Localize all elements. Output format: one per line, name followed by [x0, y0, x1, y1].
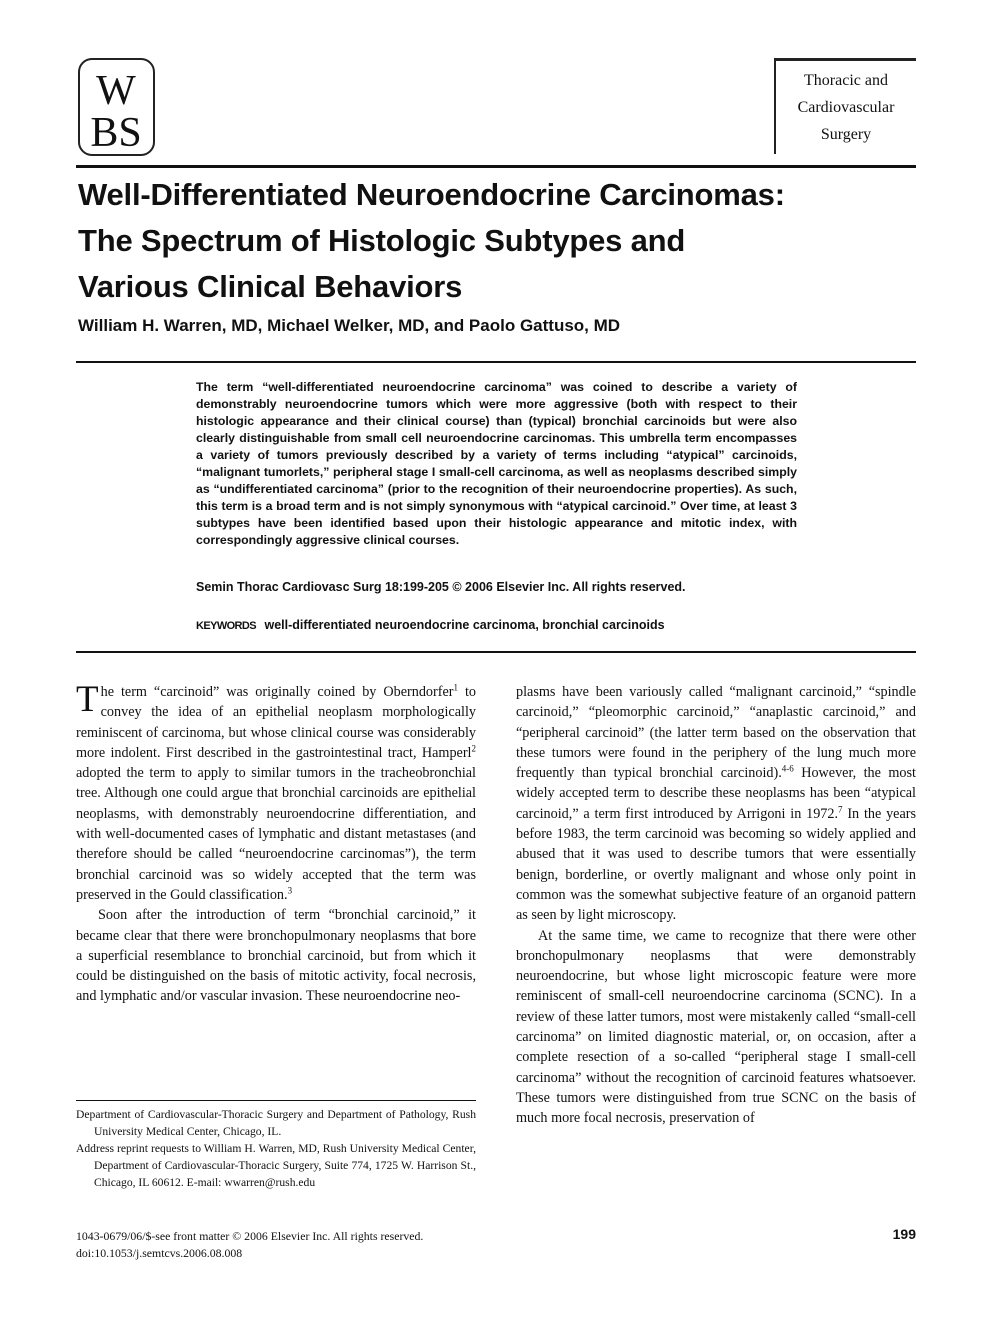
- drop-cap: T: [76, 679, 99, 720]
- title-line-2: The Spectrum of Histologic Subtypes and: [78, 223, 686, 258]
- journal-name-line-2: Cardiovascular: [797, 99, 895, 116]
- title-line-3: Various Clinical Behaviors: [78, 269, 463, 304]
- body-paragraph-3-part-c: In the years before 1983, the term carcinoid was becoming so widely applied and abused that it was used to describe tumors that were essentially benign, borderline, or overtly malignant and whose only point in common was the somewhat subjective feature of an organoid pattern as seen by light microscopy.: [516, 805, 916, 924]
- logo-letter-w: W: [96, 68, 136, 114]
- abstract-top-rule: [76, 361, 916, 363]
- reference-3[interactable]: 3: [287, 885, 293, 896]
- logo-letters-bs: BS: [90, 110, 142, 154]
- journal-name: [774, 58, 916, 154]
- footnote-rule: [76, 1100, 476, 1101]
- journal-name-line-3: Surgery: [820, 126, 872, 143]
- keywords-label: KEYWORDS: [196, 620, 256, 632]
- body-paragraph-3-part-b: However, the most widely accepted term to describe these neoplasms has been “atypical carcinoid,” a term first introduced by Arrigoni in 1972.: [516, 765, 916, 822]
- affiliation-footnote: Department of Cardiovascular-Thoracic Surgery and Department of Pathology, Rush University Medical Center, Chicago, IL.: [76, 1108, 476, 1138]
- body-column-left: [76, 679, 476, 1007]
- logo-mark: [80, 60, 153, 154]
- keywords-text: well-differentiated neuroendocrine carcinoma, bronchial carcinoids: [264, 618, 665, 632]
- body-column-right: [516, 682, 916, 1129]
- body-paragraph-3-part-a: plasms have been variously called “malignant carcinoid,” “spindle carcinoid,” “pleomorphic carcinoid,” “anaplastic carcinoid,” and “peripheral carcinoid” (the latter term based on the observation that these tumors were found in the periphery of the lung much more frequently than typical bronchial carcinoid).: [516, 684, 916, 782]
- abstract-bottom-rule: [76, 651, 916, 653]
- header-rule: [76, 165, 916, 168]
- reference-7[interactable]: 7: [838, 804, 843, 815]
- article-title: [78, 172, 908, 310]
- citation-line: Semin Thorac Cardiovasc Surg 18:199-205 © 2006 Elsevier Inc. All rights reserved.: [196, 580, 686, 594]
- keywords-line: [196, 618, 665, 632]
- address-footnote: Address reprint requests to William H. Warren, MD, Rush University Medical Center, Department of Cardiovascular-Thoracic Surgery, Suite 774, 1725 W. Harrison St., Chicago, IL 60612. E-mail: wwarren@rush.edu: [76, 1142, 476, 1189]
- body-paragraph-1-part-b: to convey the idea of an epithelial neoplasm morphologically reminiscent of carcinoma, but whose clinical course was considerably more indolent. First described in the gastrointestinal tract, Hamperl: [76, 684, 476, 761]
- body-paragraph-1-part-a: he term “carcinoid” was originally coined by Oberndorfer: [100, 684, 454, 700]
- body-paragraph-1-part-c: adopted the term to apply to similar tumors in the tracheobronchial tree. Although one could argue that bronchial carcinoids are epithelial neoplasms, with demonstrably neuroendocrine differentiation, and with well-documented cases of lymphatic and distant metastases (and therefore should be called “neuroendocrine carcinomas”), the term bronchial carcinoid was so widely accepted that the term was preserved in the Gould classification.: [76, 765, 476, 903]
- author-list: William H. Warren, MD, Michael Welker, MD, and Paolo Gattuso, MD: [78, 316, 621, 335]
- body-paragraph-3: [516, 682, 916, 926]
- doi-line[interactable]: doi:10.1053/j.semtcvs.2006.08.008: [76, 1246, 243, 1260]
- body-paragraph-2: Soon after the introduction of term “bronchial carcinoid,” it became clear that there were bronchopulmonary neoplasms that bore a superficial resemblance to bronchial carcinoid, but from which it could be distinguished on the basis of mitotic activity, focal necrosis, and lymphatic and/or vascular invasion. These neuroendocrine neo-: [76, 907, 476, 1005]
- journal-logo: [78, 58, 155, 156]
- journal-name-line-1: Thoracic and: [804, 72, 888, 89]
- reference-2[interactable]: 2: [471, 743, 476, 754]
- abstract-text: The term “well-differentiated neuroendocrine carcinoma” was coined to describe a variety of demonstrably neuroendocrine tumors which were more aggressive (both with respect to their histologic appearance and their clinical course) than (typical) bronchial carcinoids but were also clearly distinguishable from small cell neuroendocrine carcinomas. This umbrella term encompasses a variety of tumors previously described by a variety of terms including “atypical” carcinoids, “malignant tumorlets,” peripheral stage I small-cell carcinoma, as well as neoplasms described simply as “undifferentiated carcinoma” (prior to the recognition of their neuroendocrine properties). As such, this term is a broad term and is not simply synonymous with “atypical carcinoid.” Over time, at least 3 subtypes have been identified based upon their histologic appearance and mitotic index, with correspondingly aggressive clinical courses.: [196, 380, 797, 547]
- copyright-line: 1043-0679/06/$-see front matter © 2006 Elsevier Inc. All rights reserved.: [76, 1229, 424, 1243]
- footnotes: [76, 1106, 476, 1191]
- body-paragraph-4: At the same time, we came to recognize that there were other bronchopulmonary neoplasms that were demonstrably neuroendocrine, but whose light microscopic feature were more reminiscent of small-cell neuroendocrine carcinoma (SCNC). In a review of these latter tumors, most were mistakenly called “small-cell carcinoma” on limited diagnostic material, or, on occasion, after a complete resection of a so-called “peripheral stage I small-cell carcinoma” without the recognition of carcinoid features whatsoever. These tumors were distinguished from true SCNC on the basis of much more focal necrosis, preservation of: [516, 927, 916, 1127]
- title-line-1: Well-Differentiated Neuroendocrine Carcinomas:: [78, 177, 785, 212]
- page-number: 199: [892, 1226, 916, 1242]
- reference-1[interactable]: 1: [453, 682, 458, 693]
- page-footer: [76, 1228, 423, 1262]
- reference-4-6[interactable]: 4-6: [781, 763, 794, 774]
- body-paragraph-1: [76, 679, 476, 905]
